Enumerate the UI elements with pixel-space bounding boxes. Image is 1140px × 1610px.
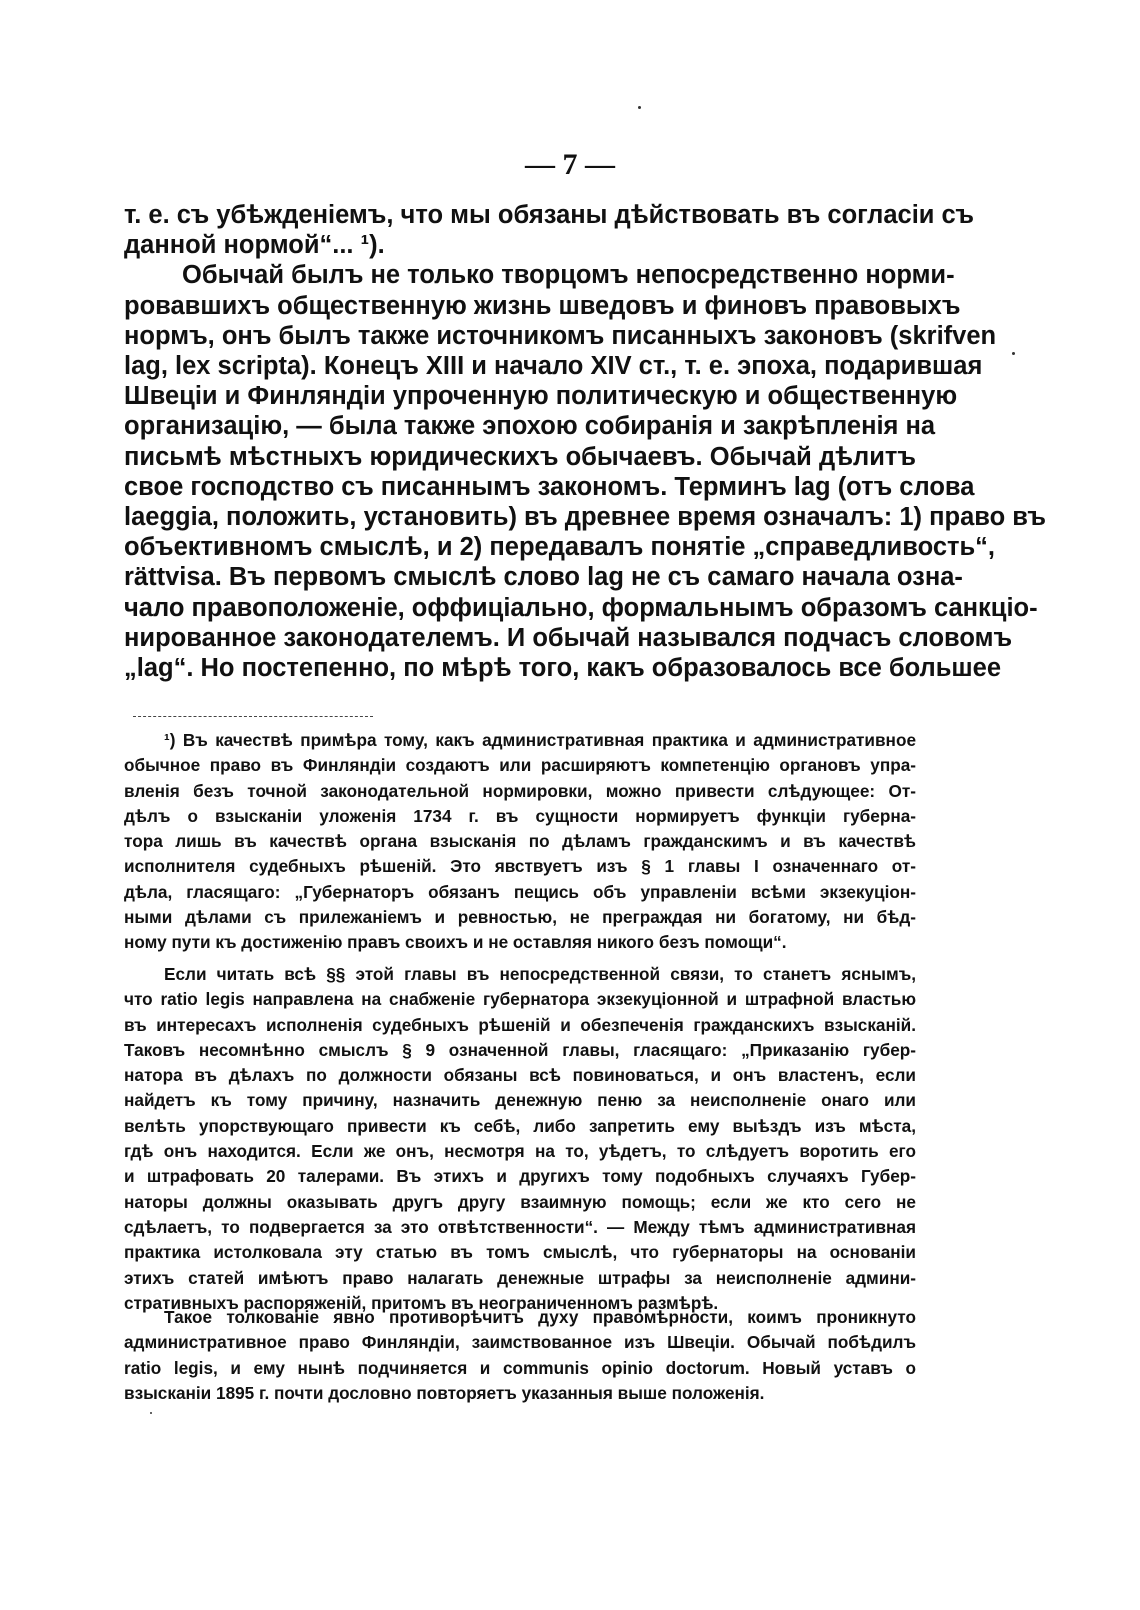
footnote-line: въ интересахъ исполненія судебныхъ рѣшеній и обезпеченія гражданскихъ взысканій. — [124, 1014, 916, 1035]
footnote-line: тора лишь въ качествѣ органа взысканія по дѣламъ гражданскимъ и въ качествѣ — [124, 831, 916, 852]
footnote-line: ¹) Въ качествѣ примѣра тому, какъ административная практика и административное — [164, 730, 916, 750]
text-line: свое господство съ писаннымъ закономъ. Терминъ lag (отъ слова — [124, 472, 975, 501]
footnote-line: дѣла, гласящаго: „Губернаторъ обязанъ пещись объ управленіи всѣми экзекуціон- — [124, 881, 916, 902]
footnote-line: практика истолковала эту статью въ томъ смыслѣ, что губернаторы на основаніи — [124, 1242, 916, 1263]
text-line: т. е. съ убѣжденіемъ, что мы обязаны дѣйствовать въ согласіи съ — [124, 201, 974, 229]
footnote-line: сдѣлаетъ, то подвергается за это отвѣтственности“. — Между тѣмъ административная — [124, 1216, 916, 1237]
footnote-line: ному пути къ достиженію правъ своихъ и не оставляя никого безъ помощи“. — [124, 932, 787, 953]
text-line: организацію, — была также эпохою собиранія и закрѣпленія на — [124, 412, 936, 441]
text-line: Швеціи и Финляндіи упроченную политическую и общественную — [124, 382, 958, 411]
print-speck — [638, 106, 641, 109]
footnote-line: ными дѣлами съ прилежаніемъ и ревностью, не преграждая ни богатому, ни бѣд- — [124, 907, 916, 928]
footnote-line: что ratio legis направлена на снабженіе губернатора экзекуціонной и штрафной властью — [124, 989, 916, 1010]
footnote-line: исполнителя судебныхъ рѣшеній. Это явствуетъ изъ § 1 главы I означеннаго от- — [124, 856, 916, 877]
text-line: чало правоположеніе, оффиціально, формальнымъ образомъ санкціо- — [124, 593, 1038, 622]
footnote-line: и штрафовать 20 талерами. Въ этихъ и другихъ тому подобныхъ случаяхъ Губер- — [124, 1166, 916, 1187]
print-speck — [150, 1412, 152, 1414]
footnote-line: Если читать всѣ §§ этой главы въ непосредственной связи, то станетъ яснымъ, — [164, 964, 916, 984]
footnote-line: обычное право въ Финляндіи создаютъ или расширяютъ компетенцію органовъ упра- — [124, 755, 916, 776]
footnote-line: наторы должны оказывать другъ другу взаимную помощь; если же кто сего не — [124, 1191, 916, 1212]
footnote-separator — [133, 716, 373, 717]
footnote-line: велѣть упорствующаго привести къ себѣ, либо запретить ему выѣздъ изъ мѣста, — [124, 1115, 916, 1136]
main-body-text — [124, 200, 1046, 683]
footnote-line: взысканіи 1895 г. почти дословно повторяетъ указанныя выше положенія. — [124, 1382, 765, 1403]
text-line: laeggia, положить, установить) въ древнее время означалъ: 1) право въ — [124, 503, 1046, 532]
text-line: письмѣ мѣстныхъ юридическихъ обычаевъ. Обычай дѣлитъ — [124, 442, 916, 471]
text-line: данной нормой“... ¹). — [124, 231, 385, 260]
text-line: rättvisa. Въ первомъ смыслѣ слово lag не съ самаго начала озна- — [124, 563, 963, 592]
footnote-paragraph-3 — [124, 1305, 916, 1406]
footnote-line: гдѣ онъ находится. Если же онъ, несмотря на то, уѣдетъ, то слѣдуетъ воротить его — [124, 1141, 916, 1162]
footnote-line: стративныхъ распоряженій, притомъ въ неограниченномъ размѣрѣ. — [124, 1292, 719, 1313]
footnote-line: этихъ статей имѣютъ право налагать денежные штрафы за неисполненіе админи- — [124, 1267, 916, 1288]
page-number: — 7 — — [525, 148, 615, 181]
footnote-line: найдетъ къ тому причину, назначить денежную пеню за неисполненіе онаго или — [124, 1090, 916, 1111]
text-line: „lag“. Но постепенно, по мѣрѣ того, какъ образовалось все большее — [124, 654, 1002, 683]
text-line: lag, lex scripta). Конецъ XIII и начало XIV ст., т. е. эпоха, подарившая — [124, 352, 983, 381]
text-line: Обычай былъ не только творцомъ непосредственно норми- — [182, 261, 955, 290]
footnote-line: Такое толкованіе явно противорѣчитъ духу правомѣрности, коимъ проникнуто — [164, 1307, 916, 1327]
footnote-line: административное право Финляндіи, заимствованное изъ Швеціи. Обычай побѣдилъ — [124, 1332, 916, 1353]
footnote-paragraph-2 — [124, 962, 916, 1316]
footnote-line: вленія безъ точной законодательной нормировки, можно привести слѣдующее: От- — [124, 780, 916, 801]
footnote-line: ratio legis, и ему нынѣ подчиняется и communis opinio doctorum. Новый уставъ о — [124, 1357, 916, 1378]
text-line: нормъ, онъ былъ также источникомъ писанныхъ законовъ (skrifven — [124, 321, 997, 350]
text-line: ровавшихъ общественную жизнь шведовъ и финовъ правовыхъ — [124, 291, 961, 320]
footnote-line: натора въ дѣлахъ по должности обязаны всѣ повиноваться, и онъ властенъ, если — [124, 1065, 916, 1086]
text-line: нированное законодателемъ. И обычай назывался подчасъ словомъ — [124, 623, 1013, 652]
footnote-line: Таковъ несомнѣнно смыслъ § 9 означенной главы, гласящаго: „Приказанію губер- — [124, 1039, 916, 1060]
print-speck — [1012, 352, 1015, 355]
footnote-line: дѣлъ о взысканіи уложенія 1734 г. въ сущности нормируетъ функціи губерна- — [124, 805, 916, 826]
text-line: объективномъ смыслѣ, и 2) передавалъ понятіе „справедливость“, — [124, 533, 995, 562]
footnote-paragraph-1 — [124, 728, 916, 956]
